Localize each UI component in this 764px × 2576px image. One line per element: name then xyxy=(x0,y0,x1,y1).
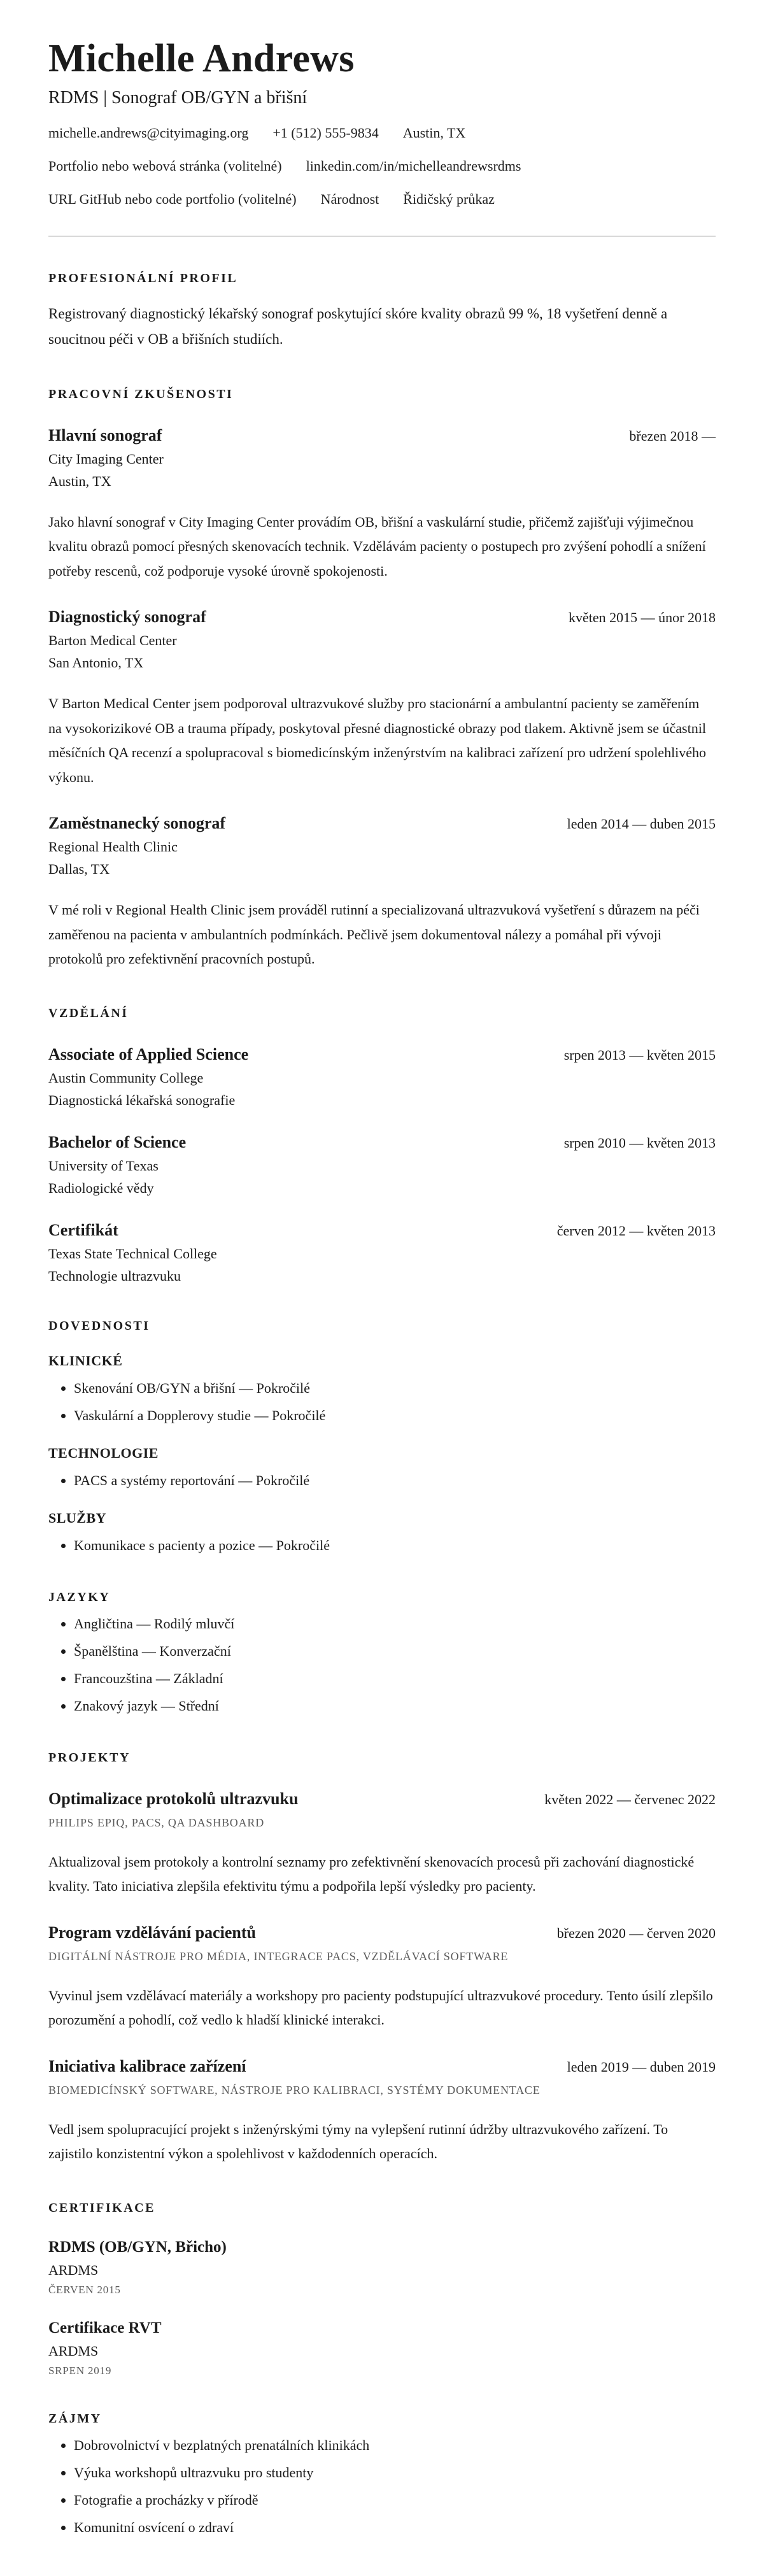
job-location: Austin, TX xyxy=(48,473,111,489)
field-of-study: Diagnostická lékařská sonografie xyxy=(48,1092,236,1108)
project-title: Iniciativa kalibrace zařízení xyxy=(48,2056,246,2075)
profile-text: Registrovaný diagnostický lékařský sonograf poskytující skóre kvality obrazů 99 %, 18 vyšetření denně a soucitnou péči v OB a břišních studiích. xyxy=(48,306,668,348)
interest-item: • Fotografie a procházky v přírodě xyxy=(74,2489,716,2510)
school-name: Texas State Technical College xyxy=(48,1245,217,1262)
skills-subheading-technology: TECHNOLOGIE xyxy=(48,1444,159,1461)
certification-issuer: ARDMS xyxy=(48,2261,99,2278)
contact-row-3 xyxy=(48,191,716,208)
section-interests xyxy=(48,2412,716,2538)
section-education xyxy=(48,1006,716,1284)
section-heading-experience: PRACOVNÍ ZKUŠENOSTI xyxy=(48,387,234,401)
resume-header xyxy=(48,37,716,208)
project-description: Aktualizoval jsem protokoly a kontrolní seznamy pro zefektivnění skenovacích procesů při zachování diagnostické kvality. Tato iniciativa zlepšila efektivitu týmu a podpořila lepší výsledky pro pacienty. xyxy=(48,1853,695,1895)
section-certifications xyxy=(48,2201,716,2377)
contact-row-1 xyxy=(48,125,716,141)
certification-name: RDMS (OB/GYN, Břicho) xyxy=(48,2238,227,2256)
project-title: Optimalizace protokolů ultrazvuku xyxy=(48,1789,299,1808)
section-projects xyxy=(48,1751,716,2167)
header-divider xyxy=(48,236,716,237)
project-entry-header xyxy=(48,2057,716,2076)
degree-title: Associate of Applied Science xyxy=(48,1044,249,1064)
education-dates: srpen 2013 — květen 2015 xyxy=(563,1046,716,1063)
interests-list xyxy=(48,2435,716,2538)
contact-driving-license: Řidičský průkaz xyxy=(403,191,495,208)
skill-item: • Skenování OB/GYN a břišní — Pokročilé xyxy=(74,1377,716,1398)
contact-phone: +1 (512) 555-9834 xyxy=(272,125,379,141)
certification-entry xyxy=(48,2319,716,2377)
certification-date: SRPEN 2019 xyxy=(48,2364,112,2377)
field-of-study: Technologie ultrazvuku xyxy=(48,1267,181,1284)
language-item: • Francouzština — Základní xyxy=(74,1668,716,1689)
school-name: Austin Community College xyxy=(48,1069,204,1086)
section-heading-interests: ZÁJMY xyxy=(48,2411,102,2426)
person-title: RDMS | Sonograf OB/GYN a břišní xyxy=(48,88,308,108)
certification-date: ČERVEN 2015 xyxy=(48,2283,121,2296)
field-of-study: Radiologické vědy xyxy=(48,1179,154,1196)
skill-item: • PACS a systémy reportování — Pokročilé xyxy=(74,1470,716,1491)
job-dates: leden 2014 — duben 2015 xyxy=(567,816,716,832)
project-entry xyxy=(48,2057,716,2167)
contact-github: URL GitHub nebo code portfolio (volitelné) xyxy=(48,191,297,208)
education-entry-header xyxy=(48,1045,716,1064)
contact-nationality: Národnost xyxy=(320,191,379,208)
job-entry xyxy=(48,426,716,584)
job-company: City Imaging Center xyxy=(48,450,164,467)
project-dates: květen 2022 — červenec 2022 xyxy=(544,1791,716,1807)
skills-list-clinical xyxy=(48,1377,716,1426)
project-entry-header xyxy=(48,1923,716,1942)
section-profile xyxy=(48,271,716,353)
education-entry-header xyxy=(48,1133,716,1152)
job-description: V mé roli v Regional Health Clinic jsem prováděl rutinní a specializovaná ultrazvuková vyšetření s důrazem na péči zaměřenou na pacienta v ambulantních podmínkách. Pečlivě jsem dokumentoval nálezy a pomáhal při vývoji protokolů pro zefektivnění pracovních postupů. xyxy=(48,902,700,967)
job-description: V Barton Medical Center jsem podporoval ultrazvukové služby pro stacionární a ambulantní pacienty se zaměřením na vysokorizikové OB a trauma případy, poskytoval přesné diagnostické obrazy pod tlakem. Aktivně jsem se účastnil měsíčních QA recenzí a spolupracoval s biomedicínským inženýrstvím na kalibraci zařízení pro udržení spolehlivého výkonu. xyxy=(48,695,707,785)
job-entry-header xyxy=(48,814,716,833)
project-dates: leden 2019 — duben 2019 xyxy=(567,2058,716,2075)
person-name: Michelle Andrews xyxy=(48,37,355,80)
job-company: Regional Health Clinic xyxy=(48,839,178,855)
section-heading-profile: PROFESIONÁLNÍ PROFIL xyxy=(48,271,238,286)
interest-item: • Komunitní osvícení o zdraví xyxy=(74,2517,716,2538)
project-title: Program vzdělávání pacientů xyxy=(48,1923,256,1942)
job-entry xyxy=(48,814,716,972)
project-description: Vedl jsem spolupracující projekt s inženýrskými týmy na vylepšení rutinní údržby ultrazvukového zařízení. To zajistilo konzistentní výkon a spolehlivost v každodenních operacích. xyxy=(48,2121,668,2162)
interest-item: • Dobrovolnictví v bezplatných prenatálních klinikách xyxy=(74,2435,716,2456)
job-company: Barton Medical Center xyxy=(48,632,177,649)
education-entry xyxy=(48,1221,716,1284)
job-entry-header xyxy=(48,608,716,627)
project-tools: BIOMEDICÍNSKÝ SOFTWARE, NÁSTROJE PRO KALIBRACI, SYSTÉMY DOKUMENTACE xyxy=(48,2083,541,2096)
job-entry xyxy=(48,608,716,790)
skills-list-technology xyxy=(48,1470,716,1491)
language-item: • Angličtina — Rodilý mluvčí xyxy=(74,1613,716,1634)
project-entry xyxy=(48,1790,716,1899)
contact-linkedin: linkedin.com/in/michelleandrewsrdms xyxy=(306,158,521,174)
section-heading-certifications: CERTIFIKACE xyxy=(48,2200,155,2215)
certification-entry xyxy=(48,2238,716,2296)
skill-item: • Vaskulární a Dopplerovy studie — Pokročilé xyxy=(74,1405,716,1426)
section-experience xyxy=(48,387,716,972)
education-entry xyxy=(48,1133,716,1197)
contact-email: michelle.andrews@cityimaging.org xyxy=(48,125,249,141)
project-entry xyxy=(48,1923,716,2033)
project-entry-header xyxy=(48,1790,716,1809)
contact-row-2 xyxy=(48,158,716,174)
language-item: • Znakový jazyk — Střední xyxy=(74,1695,716,1716)
skills-subheading-clinical: KLINICKÉ xyxy=(48,1352,123,1369)
job-location: San Antonio, TX xyxy=(48,655,144,671)
job-dates: březen 2018 — xyxy=(629,427,716,444)
skill-item: • Komunikace s pacienty a pozice — Pokročilé xyxy=(74,1535,716,1556)
education-dates: červen 2012 — květen 2013 xyxy=(556,1222,716,1239)
section-heading-languages: JAZYKY xyxy=(48,1590,111,1604)
certification-name: Certifikace RVT xyxy=(48,2319,162,2337)
interest-item: • Výuka workshopů ultrazvuku pro studenty xyxy=(74,2462,716,2483)
project-description: Vyvinul jsem vzdělávací materiály a workshopy pro pacienty podstupující ultrazvukové procedury. Tento úsilí zlepšilo porozumění a pohodlí, což vedlo k hladší klinické interakci. xyxy=(48,1987,713,2028)
education-entry xyxy=(48,1045,716,1109)
education-entry-header xyxy=(48,1221,716,1240)
degree-title: Bachelor of Science xyxy=(48,1132,187,1151)
section-skills xyxy=(48,1319,716,1556)
section-heading-skills: DOVEDNOSTI xyxy=(48,1318,150,1333)
job-title: Zaměstnanecký sonograf xyxy=(48,814,226,833)
degree-title: Certifikát xyxy=(48,1220,118,1239)
project-dates: březen 2020 — červen 2020 xyxy=(556,1925,716,1941)
section-heading-education: VZDĚLÁNÍ xyxy=(48,1006,129,1020)
language-item: • Španělština — Konverzační xyxy=(74,1640,716,1662)
education-dates: srpen 2010 — květen 2013 xyxy=(563,1134,716,1151)
skills-list-services xyxy=(48,1535,716,1556)
project-tools: PHILIPS EPIQ, PACS, QA DASHBOARD xyxy=(48,1816,265,1829)
job-entry-header xyxy=(48,426,716,445)
languages-list xyxy=(48,1613,716,1716)
contact-portfolio: Portfolio nebo webová stránka (volitelné) xyxy=(48,158,282,174)
job-title: Hlavní sonograf xyxy=(48,425,162,445)
certification-issuer: ARDMS xyxy=(48,2342,99,2359)
skills-subheading-services: SLUŽBY xyxy=(48,1509,107,1526)
job-description: Jako hlavní sonograf v City Imaging Center provádím OB, břišní a vaskulární studie, přičemž zajišťuji výjimečnou kvalitu obrazů pomocí přesných skenovacích technik. Vzdělávám pacienty o postupech pro zvýšení pohodlí a snížení potřeby rescenů, což podporuje vysoké úrovně spokojenosti. xyxy=(48,513,706,579)
project-tools: DIGITÁLNÍ NÁSTROJE PRO MÉDIA, INTEGRACE PACS, VZDĚLÁVACÍ SOFTWARE xyxy=(48,1949,509,1963)
job-dates: květen 2015 — únor 2018 xyxy=(569,609,716,626)
job-title: Diagnostický sonograf xyxy=(48,608,206,627)
school-name: University of Texas xyxy=(48,1157,159,1174)
contact-location: Austin, TX xyxy=(402,125,466,141)
section-languages xyxy=(48,1590,716,1716)
job-location: Dallas, TX xyxy=(48,861,110,878)
section-heading-projects: PROJEKTY xyxy=(48,1750,131,1765)
